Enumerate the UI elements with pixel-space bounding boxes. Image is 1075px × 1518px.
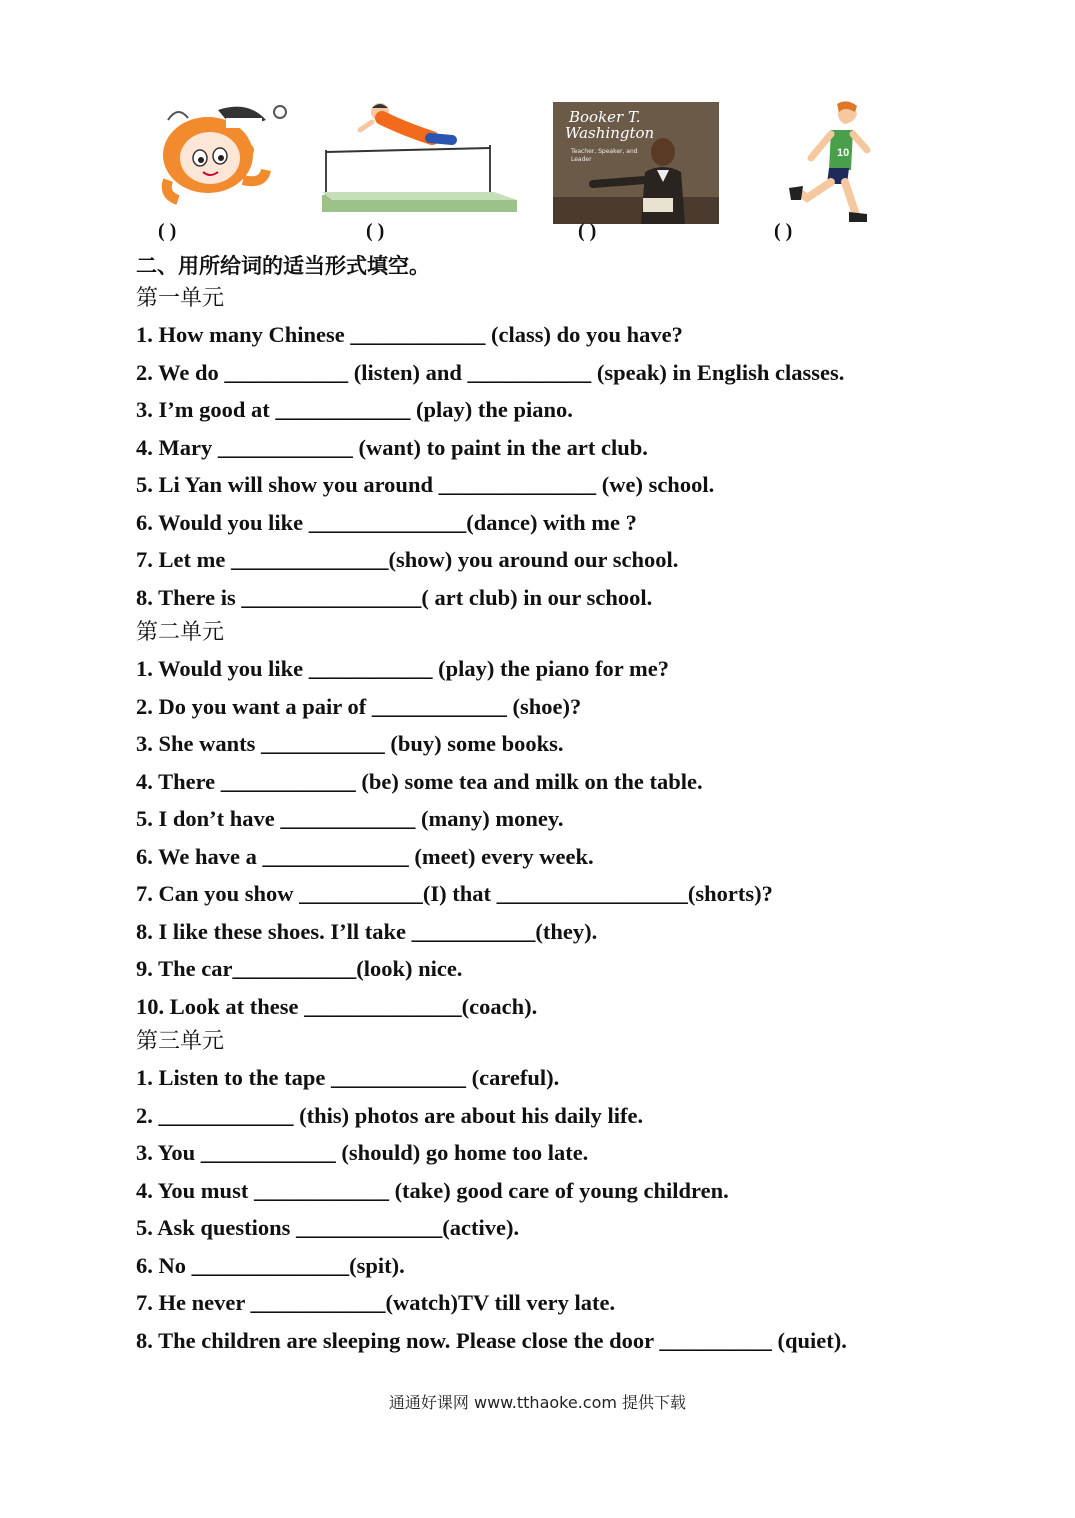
exercise-content <box>136 250 1036 1359</box>
cartoon-mascot-icon <box>148 100 293 205</box>
unit-title: 第一单元 <box>136 286 225 311</box>
page-footer: 通通好课网 www.tthaoke.com 提供下载 <box>388 1393 687 1412</box>
unit-title: 第三单元 <box>136 1029 225 1054</box>
book-title-line-2: Washington <box>565 124 655 142</box>
unit-title: 第二单元 <box>136 620 225 645</box>
question: 1. Would you like ___________ (play) the piano for me? <box>136 656 669 681</box>
question: 8. I like these shoes. I’ll take ___________(they). <box>136 918 598 944</box>
question: 2. Do you want a pair of ____________ (shoe)? <box>136 693 582 719</box>
question: 7. He never ____________(watch)TV till very late. <box>136 1290 616 1315</box>
question: 3. She wants ___________ (buy) some books. <box>136 731 564 756</box>
question: 4. Mary ____________ (want) to paint in the art club. <box>136 434 648 460</box>
svg-text:10: 10 <box>837 147 850 159</box>
high-jump-icon <box>322 100 517 215</box>
question: 2. We do ___________ (listen) and ___________ (speak) in English classes. <box>136 359 845 385</box>
question: 4. You must ____________ (take) good care of young children. <box>136 1177 729 1203</box>
question: 3. I’m good at ____________ (play) the piano. <box>136 397 573 422</box>
question: 6. Would you like ______________(dance) with me ? <box>136 509 637 535</box>
unit-1 <box>136 282 1036 616</box>
question: 8. There is ________________( art club) in our school. <box>136 584 653 610</box>
unit-2 <box>136 616 1036 1025</box>
picture-1-answer-blank[interactable]: ( ) <box>158 220 177 242</box>
question: 4. There ____________ (be) some tea and milk on the table. <box>136 768 703 794</box>
question: 7. Let me ______________(show) you around our school. <box>136 547 679 572</box>
book-title-line-1: Booker T. <box>569 108 641 126</box>
picture-row <box>0 0 1075 250</box>
picture-4-answer-blank[interactable]: ( ) <box>774 220 793 242</box>
unit-3 <box>136 1025 1036 1359</box>
picture-3-answer-blank[interactable]: ( ) <box>578 220 597 242</box>
question: 9. The car___________(look) nice. <box>136 956 463 981</box>
book-cover-icon <box>553 102 719 224</box>
question: 5. Li Yan will show you around ______________ (we) school. <box>136 472 715 497</box>
question: 10. Look at these ______________(coach). <box>136 993 538 1019</box>
runner-icon <box>785 100 875 230</box>
question: 6. We have a _____________ (meet) every week. <box>136 843 594 869</box>
question: 3. You ____________ (should) go home too late. <box>136 1140 589 1165</box>
question: 8. The children are sleeping now. Please close the door __________ (quiet). <box>136 1327 847 1353</box>
section-heading: 二、用所给词的适当形式填空。 <box>136 254 430 278</box>
book-subtitle: Teacher, Speaker, and Leader <box>571 148 638 163</box>
question: 1. How many Chinese ____________ (class) do you have? <box>136 322 683 347</box>
picture-2-answer-blank[interactable]: ( ) <box>366 220 385 242</box>
question: 2. ____________ (this) photos are about his daily life. <box>136 1102 644 1128</box>
question: 7. Can you show ___________(I) that _________________(shorts)? <box>136 881 773 906</box>
question: 5. Ask questions _____________(active). <box>136 1215 520 1240</box>
question: 6. No ______________(spit). <box>136 1252 405 1278</box>
question: 1. Listen to the tape ____________ (careful). <box>136 1065 560 1090</box>
question: 5. I don’t have ____________ (many) money. <box>136 806 564 831</box>
